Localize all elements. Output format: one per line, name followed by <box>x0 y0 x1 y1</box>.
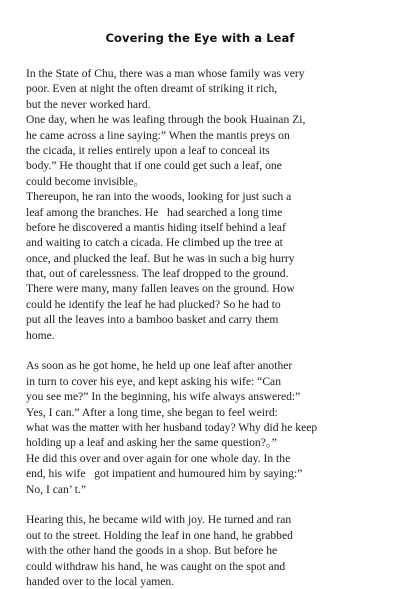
body-line: end, his wife got impatient and humoured him by saying:” <box>26 467 303 481</box>
body-line: As soon as he got home, he held up one leaf after another <box>26 359 293 373</box>
body-line: could become invisible。 <box>26 174 146 188</box>
document-body <box>26 66 382 589</box>
body-line: poor. Even at night the often dreamt of striking it rich, <box>26 82 278 96</box>
body-line: One day, when he was leafing through the book Huainan Zi, <box>26 113 306 127</box>
body-line: body.” He thought that if one could get such a leaf, one <box>26 159 282 173</box>
body-line: that, out of carelessness. The leaf dropped to the ground. <box>26 267 289 281</box>
body-line: before he discovered a mantis hiding itself behind a leaf <box>26 220 286 234</box>
body-line: handed over to the local yamen. <box>26 574 175 588</box>
document-title: Covering the Eye with a Leaf <box>105 31 295 45</box>
body-line: he came across a line saying:” When the mantis preys on <box>26 128 290 142</box>
body-line: and waiting to catch a cicada. He climbed up the tree at <box>26 236 283 250</box>
body-line: He did this over and over again for one whole day. In the <box>26 451 291 465</box>
body-line: put all the leaves into a bamboo basket and carry them <box>26 313 279 327</box>
body-line: No, I can’ t.” <box>26 482 86 496</box>
body-line: Yes, I can.” After a long time, she began to feel weird: <box>26 405 278 419</box>
body-line: in turn to cover his eye, and kept asking his wife: “Can <box>26 374 282 388</box>
body-line: In the State of Chu, there was a man whose family was very <box>26 67 305 80</box>
body-line: Thereupon, he ran into the woods, looking for just such a <box>26 190 292 204</box>
body-line: leaf among the branches. He had searched a long time <box>26 205 283 219</box>
body-line: holding up a leaf and asking her the same question?。” <box>26 436 277 450</box>
body-line: Hearing this, he became wild with joy. He turned and ran <box>26 513 292 527</box>
body-line: the cicada, it relies entirely upon a leaf to conceal its <box>26 143 270 157</box>
body-line: could withdraw his hand, he was caught on the spot and <box>26 559 286 573</box>
body-line: what was the matter with her husband today? Why did he keep <box>26 420 318 434</box>
body-line: out to the street. Holding the leaf in one hand, he grabbed <box>26 528 293 542</box>
body-line: There were many, many fallen leaves on the ground. How <box>26 282 295 296</box>
paragraph-gap <box>26 343 382 358</box>
body-line: but the never worked hard. <box>26 97 151 111</box>
paragraph-gap <box>26 497 382 512</box>
body-line: you see me?” In the beginning, his wife always answered:” <box>26 390 301 404</box>
body-line: with the other hand the goods in a shop. But before he <box>26 544 278 558</box>
body-line: home. <box>26 328 55 342</box>
body-line: could he identify the leaf he had plucked? So he had to <box>26 297 281 311</box>
body-line: once, and plucked the leaf. But he was in such a big hurry <box>26 251 295 265</box>
